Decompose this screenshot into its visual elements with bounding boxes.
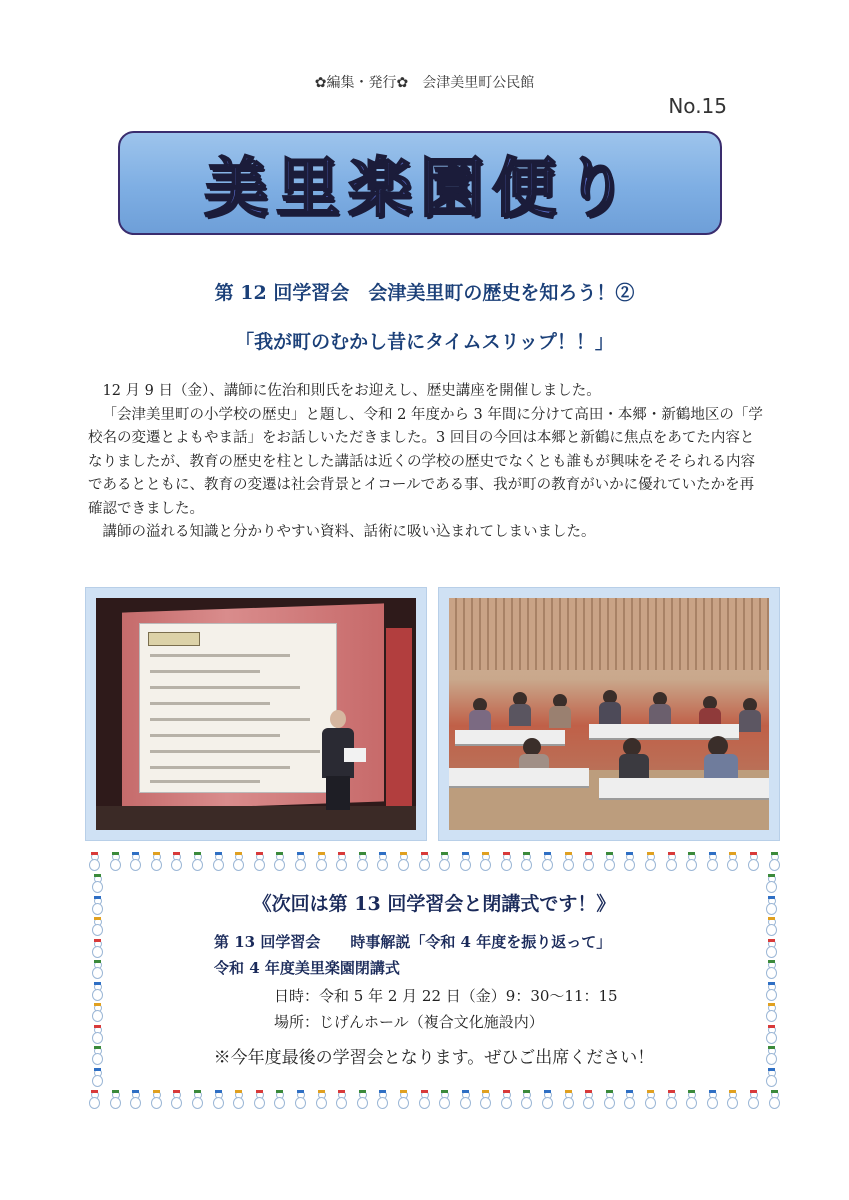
snowman-icon (706, 853, 718, 871)
snowman-icon (644, 1091, 656, 1109)
snowman-icon (91, 1026, 103, 1044)
snowman-icon (765, 961, 777, 979)
snowman-icon (562, 1091, 574, 1109)
lecture-photo-image (96, 598, 416, 830)
snowman-icon (376, 853, 388, 871)
snowman-icon (335, 853, 347, 871)
snowman-icon (562, 853, 574, 871)
audience-photo (439, 588, 779, 840)
snowman-icon (665, 853, 677, 871)
snowman-icon (603, 1091, 615, 1109)
snowman-icon (356, 1091, 368, 1109)
snowman-icon (726, 1091, 738, 1109)
snowman-icon (765, 940, 777, 958)
snowman-icon (376, 1091, 388, 1109)
snowman-icon (129, 1091, 141, 1109)
snowman-icon (397, 1091, 409, 1109)
snowman-icon (232, 853, 244, 871)
snowman-icon (191, 1091, 203, 1109)
issue-number: No.15 (668, 94, 727, 118)
snowman-icon (541, 1091, 553, 1109)
next-session-line: 第 13 回学習会 時事解説「令和 4 年度を振り返って」 (214, 933, 612, 951)
snowman-icon (747, 853, 759, 871)
snowman-icon (685, 853, 697, 871)
snowman-icon (541, 853, 553, 871)
snowman-icon (273, 1091, 285, 1109)
snowman-icon (765, 983, 777, 1001)
snowman-icon (91, 1004, 103, 1022)
snowman-icon (129, 853, 141, 871)
snowman-icon (397, 853, 409, 871)
snowman-icon (479, 853, 491, 871)
snowman-icon (438, 1091, 450, 1109)
snowman-icon (765, 1069, 777, 1087)
snowman-icon (665, 1091, 677, 1109)
snowman-icon (91, 983, 103, 1001)
snowman-icon (294, 853, 306, 871)
presentation-slide (140, 624, 336, 792)
snowman-icon (459, 1091, 471, 1109)
snowman-icon (765, 1026, 777, 1044)
snowman-icon (212, 1091, 224, 1109)
snowman-icon (232, 1091, 244, 1109)
snowman-icon (150, 1091, 162, 1109)
snowman-icon (91, 940, 103, 958)
snowman-icon (418, 853, 430, 871)
snowman-icon (418, 1091, 430, 1109)
snowman-icon (706, 1091, 718, 1109)
snowman-icon (109, 853, 121, 871)
newsletter-title: 美里楽園便り (204, 152, 636, 226)
snowman-icon (109, 1091, 121, 1109)
snowman-icon (768, 1091, 780, 1109)
article-body (88, 380, 768, 545)
snowman-icon (765, 918, 777, 936)
snowman-icon (765, 1004, 777, 1022)
snowman-icon (170, 1091, 182, 1109)
lecture-photo (86, 588, 426, 840)
session-place: 場所：じげんホール（複合文化施設内） (274, 1013, 544, 1031)
publisher-name: 会津美里町公民館 (422, 75, 535, 91)
snowman-icon (500, 853, 512, 871)
article-paragraph: 講師の溢れる知識と分かりやすい資料、話術に吸い込まれてしまいました。 (102, 524, 596, 540)
snowman-icon (623, 1091, 635, 1109)
snowman-icon (479, 1091, 491, 1109)
snowman-icon (88, 1091, 100, 1109)
snowman-icon (438, 853, 450, 871)
snowman-icon (253, 853, 265, 871)
snowman-icon (315, 1091, 327, 1109)
snowman-icon (582, 853, 594, 871)
publisher-label: ✿編集・発行✿ (314, 75, 409, 91)
snowman-icon (150, 853, 162, 871)
closing-ceremony-line: 令和 4 年度美里楽園閉講式 (214, 959, 400, 977)
snowman-icon (91, 961, 103, 979)
snowman-icon (500, 1091, 512, 1109)
snowman-icon (91, 918, 103, 936)
snowman-icon (644, 853, 656, 871)
snowman-icon (459, 853, 471, 871)
snowman-icon (520, 1091, 532, 1109)
snowman-icon (212, 853, 224, 871)
snowman-border-bottom (88, 1091, 780, 1109)
session-date: 日時：令和 5 年 2 月 22 日（金）9：30〜11：15 (274, 987, 618, 1005)
snowman-icon (582, 1091, 594, 1109)
next-session-box (88, 853, 780, 1109)
snowman-icon (253, 1091, 265, 1109)
snowman-icon (685, 1091, 697, 1109)
snowman-border-top (88, 853, 780, 871)
snowman-icon (623, 853, 635, 871)
audience-photo-image (449, 598, 769, 830)
snowman-icon (91, 1069, 103, 1087)
snowman-icon (273, 853, 285, 871)
snowman-icon (356, 853, 368, 871)
publisher-line (0, 72, 849, 92)
snowman-icon (170, 853, 182, 871)
snowman-icon (520, 853, 532, 871)
snowman-icon (191, 853, 203, 871)
snowman-icon (294, 1091, 306, 1109)
snowman-icon (88, 853, 100, 871)
attendance-note: ※今年度最後の学習会となります。ぜひご出席ください！ (213, 1048, 655, 1068)
article-title: 第 12 回学習会 会津美里町の歴史を知ろう！② (214, 282, 635, 304)
article-paragraph: 「会津美里町の小学校の歴史」と題し、令和 2 年度から 3 年間に分けて高田・本郷・新鶴地区の「学校名の変遷とよもやま話」をお話しいただきました。3 回目の今回は本郷と新鶴に焦点をあてた内容となりましたが、教育の歴史を柱とした講話は近くの学校の歴史でなくとも誰もが興味をそそられる内容であるとともに、教育の変遷は社会背景とイコールである事、我が町の教育がいかに優れていたかを再確認できました。 (88, 406, 763, 517)
snowman-icon (603, 853, 615, 871)
snowman-icon (335, 1091, 347, 1109)
snowman-icon (747, 1091, 759, 1109)
newsletter-banner (118, 131, 722, 235)
next-session-heading: 《次回は第 13 回学習会と閉講式です！》 (252, 893, 616, 915)
snowman-icon (315, 853, 327, 871)
article-paragraph: 12 月 9 日（金）、講師に佐治和則氏をお迎えし、歴史講座を開催しました。 (102, 383, 601, 399)
article-subtitle: 「我が町のむかし昔にタイムスリップ！！」 (235, 331, 614, 353)
snowman-icon (768, 853, 780, 871)
snowman-icon (726, 853, 738, 871)
